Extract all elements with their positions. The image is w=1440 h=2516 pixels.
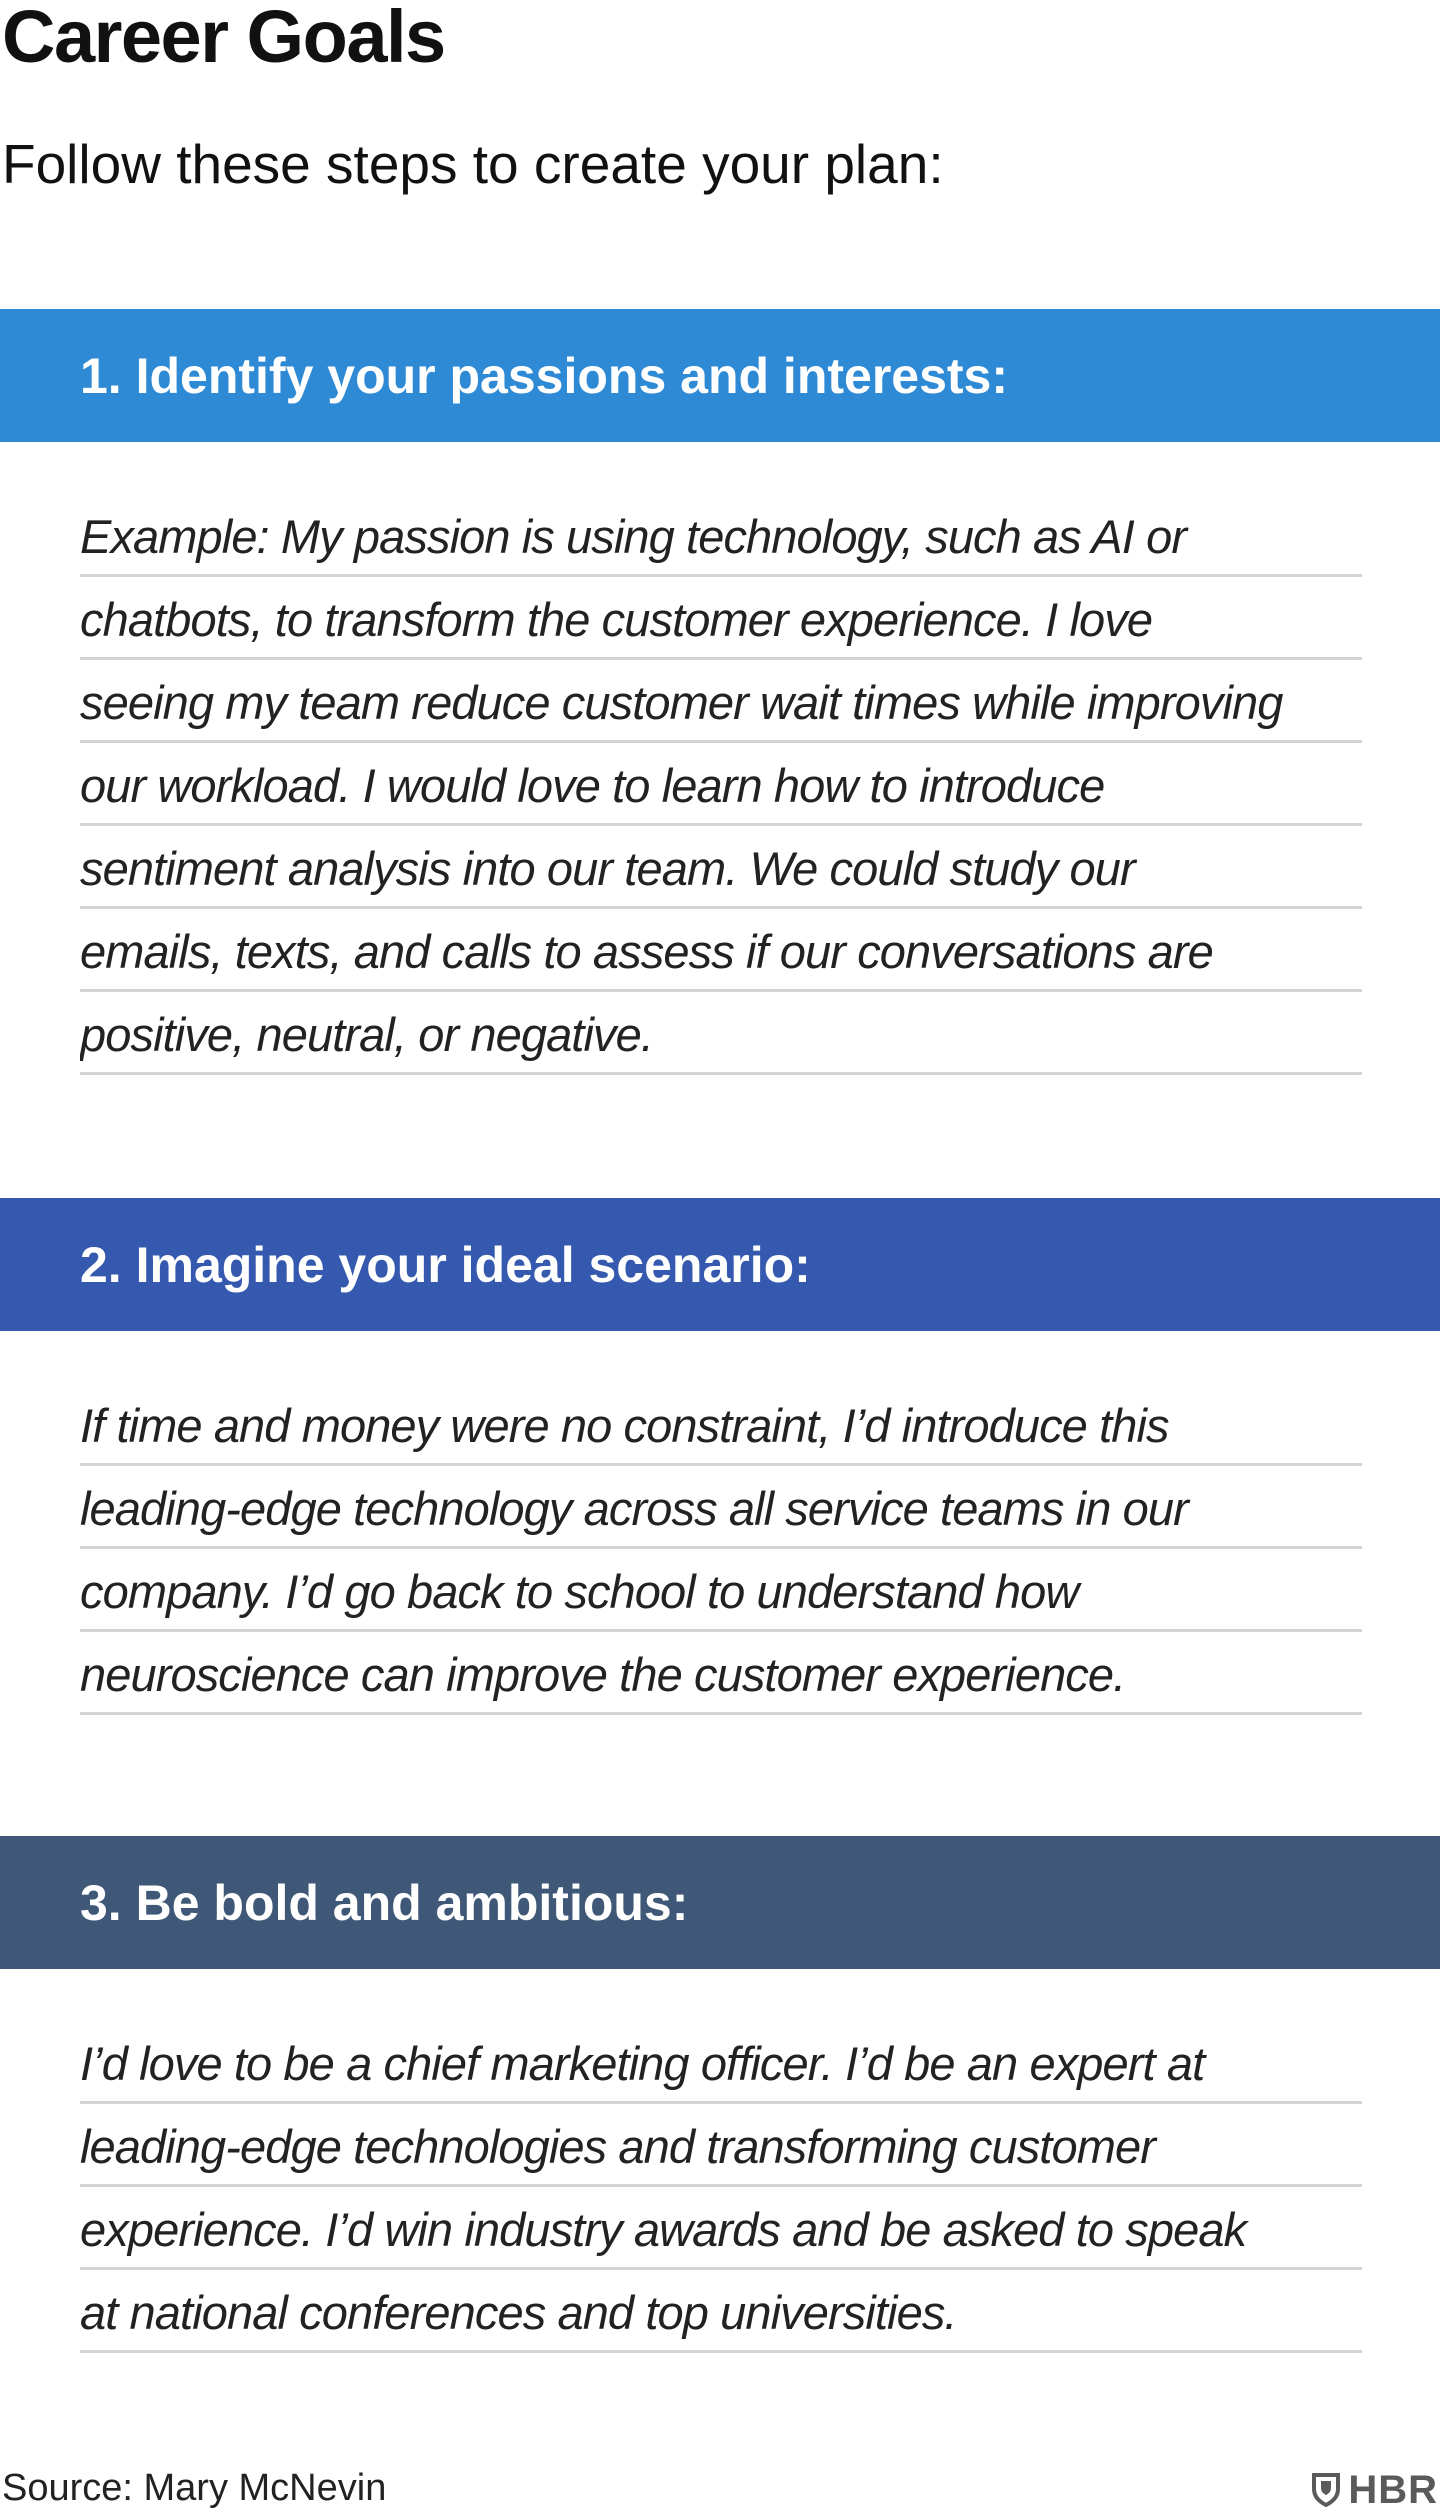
step-body-1 (80, 494, 1362, 1075)
body-line: emails, texts, and calls to assess if our conversations are (80, 909, 1362, 992)
body-line: at national conferences and top universities. (80, 2270, 1362, 2353)
step-section-2 (0, 1198, 1440, 1715)
step-section-3 (0, 1836, 1440, 2353)
step-title-3: 3. Be bold and ambitious: (80, 1874, 689, 1931)
step-body-3 (80, 2021, 1362, 2353)
shield-icon (1312, 2473, 1340, 2507)
step-body-2 (80, 1383, 1362, 1715)
body-line: seeing my team reduce customer wait times while improving (80, 660, 1362, 743)
source-credit: Source: Mary McNevin (2, 2467, 387, 2509)
step-title-1: 1. Identify your passions and interests: (80, 347, 1009, 404)
body-line: leading-edge technologies and transforming customer (80, 2104, 1362, 2187)
hbr-logo (1312, 2468, 1438, 2512)
body-line: I’d love to be a chief marketing officer. I’d be an expert at (80, 2021, 1362, 2104)
body-line: If time and money were no constraint, I’d introduce this (80, 1383, 1362, 1466)
page-title: Career Goals (2, 0, 445, 78)
step-section-1 (0, 309, 1440, 1075)
body-line: our workload. I would love to learn how to introduce (80, 743, 1362, 826)
body-line: Example: My passion is using technology, such as AI or (80, 494, 1362, 577)
page-subtitle: Follow these steps to create your plan: (2, 133, 944, 195)
body-line: neuroscience can improve the customer experience. (80, 1632, 1362, 1715)
body-line: company. I’d go back to school to understand how (80, 1549, 1362, 1632)
body-line: experience. I’d win industry awards and be asked to speak (80, 2187, 1362, 2270)
body-line: leading-edge technology across all service teams in our (80, 1466, 1362, 1549)
body-line: chatbots, to transform the customer experience. I love (80, 577, 1362, 660)
step-header-3 (0, 1836, 1440, 1969)
logo-text: HBR (1348, 2468, 1438, 2512)
step-header-1 (0, 309, 1440, 442)
step-title-2: 2. Imagine your ideal scenario: (80, 1236, 811, 1293)
step-header-2 (0, 1198, 1440, 1331)
body-line: positive, neutral, or negative. (80, 992, 1362, 1075)
body-line: sentiment analysis into our team. We could study our (80, 826, 1362, 909)
